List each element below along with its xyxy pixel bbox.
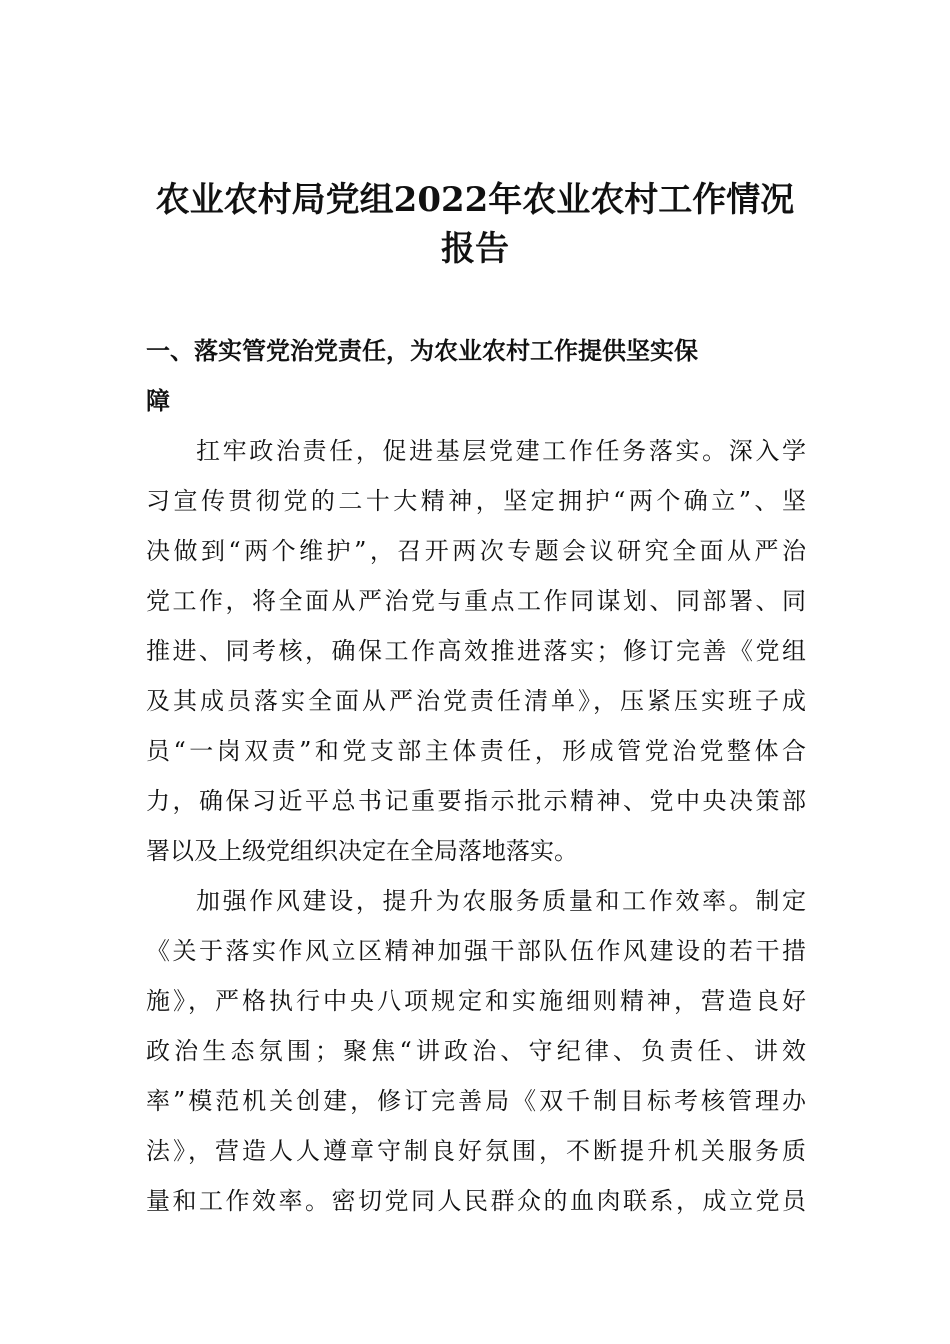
paragraph-2-line: 量和工作效率。密切党同人民群众的血肉联系，成立党员 xyxy=(146,1187,806,1215)
paragraph-2-line: 法》，营造人人遵章守制良好氛围，不断提升机关服务质 xyxy=(146,1137,806,1165)
section-heading-line-2: 障 xyxy=(146,387,170,415)
paragraph-2-line: 施》，严格执行中央八项规定和实施细则精神，营造良好 xyxy=(146,987,806,1015)
paragraph-1-line: 习宣传贯彻党的二十大精神，坚定拥护“两个确立”、坚 xyxy=(146,487,806,515)
paragraph-2-line: 政治生态氛围；聚焦“讲政治、守纪律、负责任、讲效 xyxy=(146,1037,806,1065)
paragraph-1-line: 力，确保习近平总书记重要指示批示精神、党中央决策部 xyxy=(146,787,806,815)
paragraph-1-line: 推进、同考核，确保工作高效推进落实；修订完善《党组 xyxy=(146,637,806,665)
paragraph-1-line: 署以及上级党组织决定在全局落地落实。 xyxy=(146,837,578,865)
paragraph-1-line: 决做到“两个维护”，召开两次专题会议研究全面从严治 xyxy=(146,537,806,565)
document-title-line-1: 农业农村局党组2022年农业农村工作情况 xyxy=(155,180,795,220)
paragraph-1-line: 员“一岗双责”和党支部主体责任，形成管党治党整体合 xyxy=(146,737,806,765)
document-title-line-2: 报告 xyxy=(441,229,509,269)
section-heading-line-1: 一、落实管党治党责任，为农业农村工作提供坚实保 xyxy=(146,337,698,365)
paragraph-1-line: 扛牢政治责任，促进基层党建工作任务落实。深入学 xyxy=(196,437,806,465)
paragraph-2-line: 率”模范机关创建，修订完善局《双千制目标考核管理办 xyxy=(146,1087,806,1115)
paragraph-2-line: 《关于落实作风立区精神加强干部队伍作风建设的若干措 xyxy=(146,937,806,965)
paragraph-1-line: 党工作，将全面从严治党与重点工作同谋划、同部署、同 xyxy=(146,587,806,615)
paragraph-2-line: 加强作风建设，提升为农服务质量和工作效率。制定 xyxy=(196,887,806,915)
paragraph-1-line: 及其成员落实全面从严治党责任清单》，压紧压实班子成 xyxy=(146,687,806,715)
